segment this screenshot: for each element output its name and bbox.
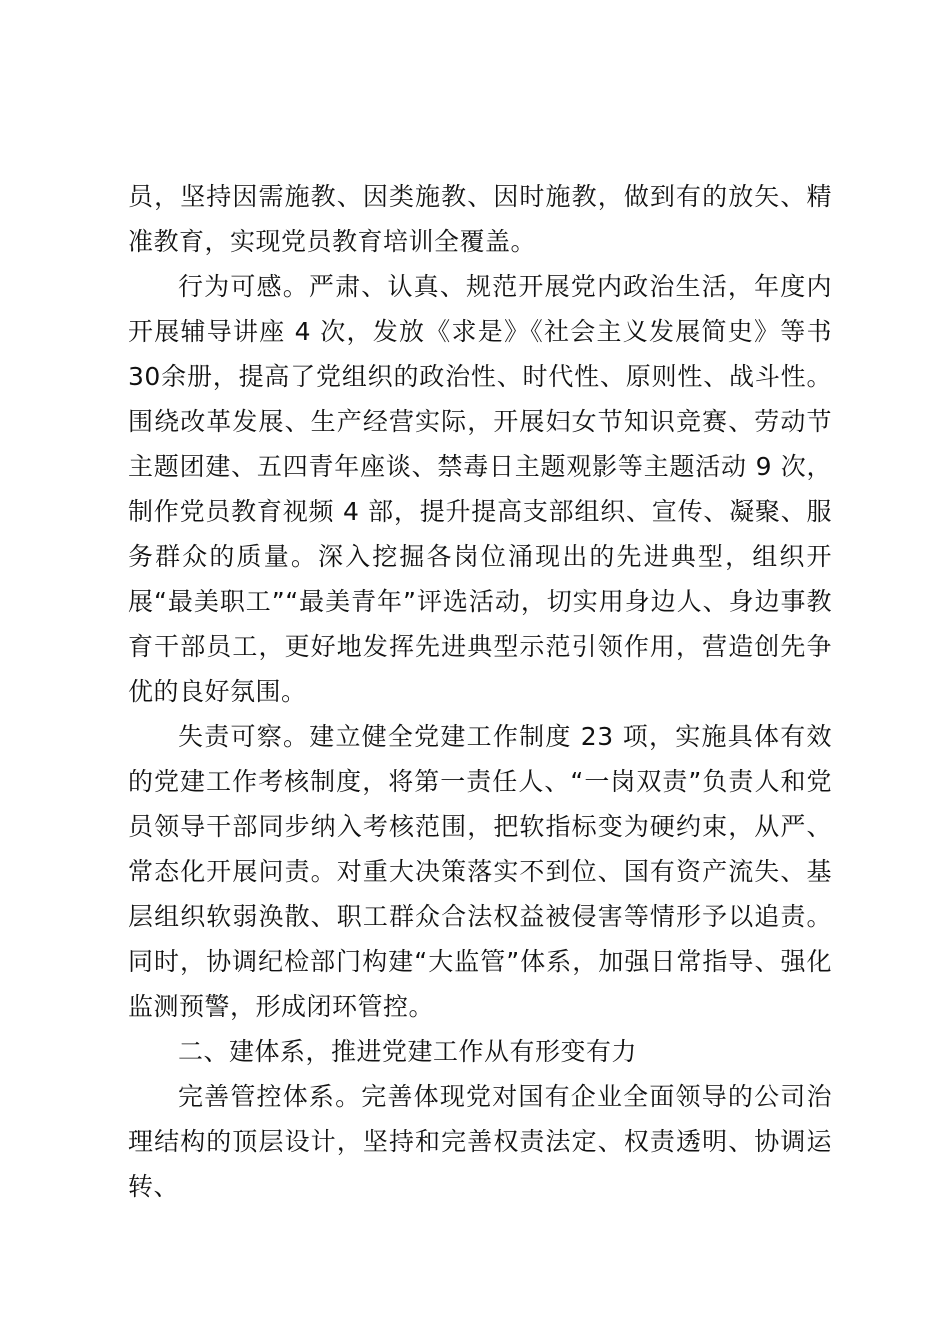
paragraph-control-system: 完善管控体系。完善体现党对国有企业全面领导的公司治理结构的顶层设计，坚持和完善权责法定、权责透明、协调运转、	[128, 1082, 832, 1201]
section-heading: 二、建体系，推进党建工作从有形变有力	[178, 1037, 638, 1066]
paragraph-behavior-perceivable: 行为可感。严肃、认真、规范开展党内政治生活，年度内开展辅导讲座 4 次，发放《求是》《社会主义发展简史》等书 30余册，提高了党组织的政治性、时代性、原则性、战斗性。围绕改革发展、生产经营实际，开展妇女节知识竞赛、劳动节主题团建、五四青年座谈、禁毒日主题观影等主题活动 9 次，制作党员教育视频 4 部，提升提高支部组织、宣传、凝聚、服务群众的质量。深入挖掘各岗位涌现出的先进典型，组织开展“最美职工”“最美青年”评选活动，切实用身边人、身边事教育干部员工，更好地发挥先进典型示范引领作用，营造创先争优的良好氛围。	[128, 272, 832, 706]
paragraph-accountability: 失责可察。建立健全党建工作制度 23 项，实施具体有效的党建工作考核制度，将第一责任人、“一岗双责”负责人和党员领导干部同步纳入考核范围，把软指标变为硬约束，从严、常态化开展问责。对重大决策落实不到位、国有资产流失、基层组织软弱涣散、职工群众合法权益被侵害等情形予以追责。同时，协调纪检部门构建“大监管”体系，加强日常指导、强化监测预警，形成闭环管控。	[128, 722, 832, 1021]
paragraph-continuation: 员，坚持因需施教、因类施教、因时施教，做到有的放矢、精准教育，实现党员教育培训全覆盖。	[128, 182, 832, 256]
document-body	[128, 174, 832, 1209]
